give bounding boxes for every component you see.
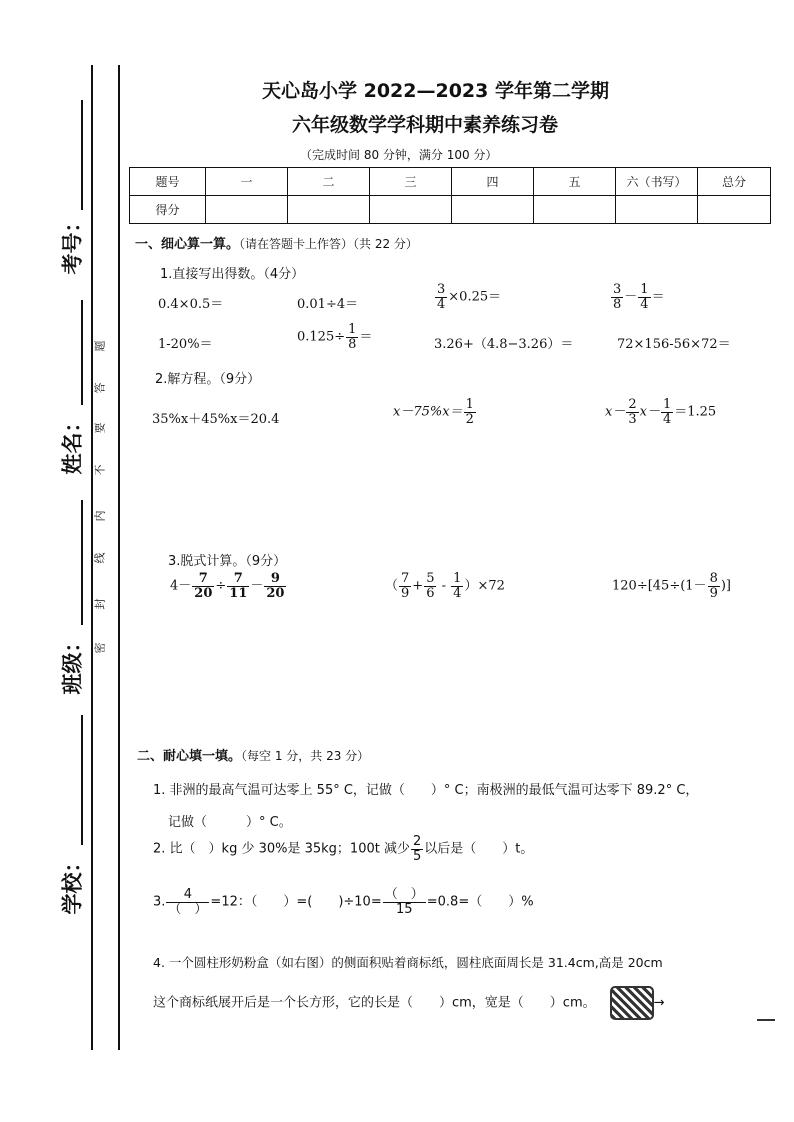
- page-edge-dash: [757, 1019, 775, 1021]
- question-4-line-1: 4. 一个圆柱形奶粉盒（如右图）的侧面积贴着商标纸，圆柱底面周长是 31.4cm,高是 20cm: [153, 955, 663, 970]
- binding-margin: [0, 0, 125, 1122]
- name-label: 姓名：: [60, 411, 85, 475]
- equation: 35%x＋45%x＝20.4: [152, 412, 280, 427]
- score-cell[interactable]: [288, 196, 370, 224]
- exam-number-blank[interactable]: [81, 100, 83, 210]
- fraction: $\frac{8}{9}$: [709, 571, 718, 601]
- school-label: 学校：: [60, 851, 85, 915]
- question-1-line-1: 1. 非洲的最高气温可达零上 55° C，记做（ ）° C；南极洲的最低气温可达零下 89.2° C，: [153, 783, 699, 798]
- fraction: $\frac{7}{20}$: [194, 571, 213, 601]
- seal-char: 不: [93, 464, 107, 476]
- seal-char: 内: [93, 510, 107, 522]
- calc-expression: 4－ $\frac{7}{20}$ ÷ $\frac{7}{11}$ － $\frac{9}{20}$: [170, 571, 285, 601]
- score-row-label: 得分: [130, 196, 206, 224]
- name-blank[interactable]: [81, 300, 83, 405]
- calc-item: $\frac{3}{8}$ － $\frac{1}{4}$ ＝: [613, 282, 665, 312]
- seal-char: 要: [93, 422, 107, 434]
- seal-char: 题: [93, 340, 107, 352]
- score-cell[interactable]: [616, 196, 698, 224]
- section-2-heading: [137, 745, 369, 764]
- seal-char: 密: [93, 642, 107, 654]
- fraction: $\frac{2}{5}$: [412, 834, 422, 864]
- title-line-2: 六年级数学学科期中素养练习卷: [292, 114, 559, 136]
- part-3-title: 3.脱式计算。（9分）: [168, 554, 287, 569]
- fraction: $\frac{( )}{15}$: [384, 887, 424, 917]
- score-cell[interactable]: [698, 196, 771, 224]
- section-2-note: （每空 1 分，共 23 分）: [241, 749, 370, 763]
- score-cell[interactable]: [206, 196, 288, 224]
- fraction: $\frac{1}{2}$: [465, 397, 474, 427]
- score-table: [129, 167, 771, 224]
- fraction: $\frac{7}{11}$: [229, 571, 248, 601]
- fraction: $\frac{1}{4}$: [453, 571, 462, 601]
- score-header-cell: 六（书写）: [616, 168, 698, 196]
- score-header-cell: 五: [534, 168, 616, 196]
- fraction: $\frac{2}{3}$: [628, 397, 637, 427]
- score-header-cell: 总分: [698, 168, 771, 196]
- seal-char: 答: [93, 382, 107, 394]
- seal-char: 封: [93, 598, 107, 610]
- question-4-line-2: 这个商标纸展开后是一个长方形，它的长是（ ）cm，宽是（ ）cm。 →: [153, 986, 665, 1020]
- score-header-cell: 一: [206, 168, 288, 196]
- fraction: $\frac{3}{8}$: [613, 282, 622, 312]
- section-2-title: 二、耐心填一填。: [137, 749, 242, 764]
- question-2: 2. 比（ ）kg 少 30%是 35kg；100t 减少 $\frac{2}{5}$ 以后是（ ）t。: [153, 834, 534, 864]
- class-blank[interactable]: [81, 500, 83, 625]
- section-1-note: （请在答题卡上作答）（共 22 分）: [239, 237, 418, 251]
- fraction: $\frac{7}{9}$: [401, 571, 410, 601]
- score-header-cell: 四: [452, 168, 534, 196]
- fraction: $\frac{4}{( )}$: [168, 887, 208, 917]
- part-1-title: 1.直接写出得数。（4分）: [160, 267, 305, 282]
- fraction: $\frac{1}{8}$: [348, 322, 357, 352]
- milk-can-image: [610, 986, 654, 1020]
- fraction: $\frac{1}{4}$: [640, 282, 649, 312]
- continue-arrow-icon: →: [653, 995, 665, 1011]
- exam-subtitle: （完成时间 80 分钟，满分 100 分）: [300, 148, 498, 162]
- calc-expression: 120÷[45÷(1－ $\frac{8}{9}$ )]: [612, 571, 731, 601]
- calc-item: $\frac{3}{4}$ ×0.25＝: [437, 282, 502, 312]
- equation: x－75%x＝ $\frac{1}{2}$: [393, 397, 474, 427]
- score-header-cell: 题号: [130, 168, 206, 196]
- score-cell[interactable]: [370, 196, 452, 224]
- section-1-title: 一、细心算一算。: [135, 237, 240, 252]
- score-header-cell: 二: [288, 168, 370, 196]
- calc-item: 0.125÷ $\frac{1}{8}$ ＝: [297, 322, 373, 352]
- equation: x－ $\frac{2}{3}$ x－ $\frac{1}{4}$ ＝1.25: [605, 397, 717, 427]
- school-blank[interactable]: [81, 715, 83, 845]
- title-line-1: 天心岛小学 2022—2023 学年第二学期: [262, 80, 609, 102]
- calc-item: 1-20%＝: [158, 337, 213, 352]
- calc-expression: （ $\frac{7}{9}$ + $\frac{5}{6}$ - $\frac{1}{4}$ ）×72: [385, 571, 505, 601]
- fraction: $\frac{9}{20}$: [266, 571, 285, 601]
- score-cell[interactable]: [452, 196, 534, 224]
- section-1-heading: [135, 233, 418, 252]
- calc-item: 72×156-56×72＝: [617, 337, 731, 352]
- score-table-score-row: [130, 196, 771, 224]
- fraction: $\frac{5}{6}$: [426, 571, 435, 601]
- margin-line-inner: [118, 65, 120, 1050]
- calc-item: 0.4×0.5＝: [158, 297, 224, 312]
- exam-number-label: 考号：: [60, 211, 85, 275]
- calc-item: 0.01÷4＝: [297, 297, 359, 312]
- score-table-header-row: [130, 168, 771, 196]
- seal-char: 线: [93, 552, 107, 564]
- question-1-line-2: 记做（ ）° C。: [168, 815, 292, 830]
- calc-item: 3.26+（4.8−3.26）＝: [434, 337, 574, 352]
- score-cell[interactable]: [534, 196, 616, 224]
- class-label: 班级：: [60, 631, 85, 695]
- fraction: $\frac{3}{4}$: [437, 282, 446, 312]
- score-header-cell: 三: [370, 168, 452, 196]
- question-3: 3. $\frac{4}{( )}$ =12：（ ）=( )÷10= $\frac{( )}{15}$ =0.8=（ ）%: [153, 887, 534, 917]
- fraction: $\frac{1}{4}$: [662, 397, 672, 427]
- part-2-title: 2.解方程。（9分）: [155, 372, 261, 387]
